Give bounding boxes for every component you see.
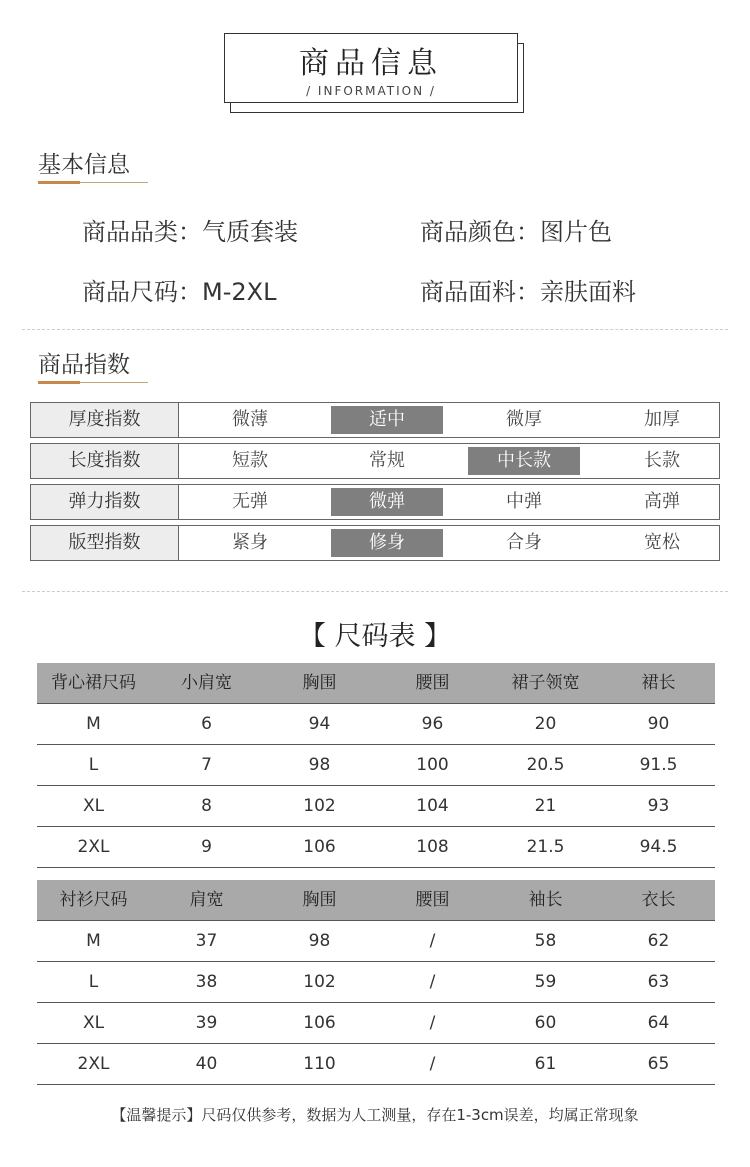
index-row-label: 厚度指数 [31, 403, 179, 437]
table-cell: 100 [416, 755, 449, 775]
table-cell: 63 [647, 972, 670, 992]
index-option: 合身 [506, 532, 542, 553]
index-option: 微薄 [232, 409, 268, 430]
table-cell: 20 [534, 714, 557, 734]
table-cell: 61 [534, 1054, 557, 1074]
index-option: 常规 [369, 450, 405, 471]
table-header-row [37, 663, 715, 704]
table-cell: 96 [421, 714, 444, 734]
table-cell: 39 [195, 1013, 218, 1033]
divider [22, 329, 728, 330]
table-cell: XL [82, 796, 105, 816]
table-row [37, 1044, 715, 1085]
table-cell: / [429, 972, 436, 992]
table-row [37, 827, 715, 868]
table-cell: 9 [201, 837, 212, 857]
basic-info-accent [38, 181, 80, 184]
index-row-label: 弹力指数 [31, 485, 179, 519]
index-option: 无弹 [232, 491, 268, 512]
index-option: 加厚 [644, 409, 680, 430]
table-cell: 40 [195, 1054, 218, 1074]
table-cell: 7 [201, 755, 212, 775]
table-header-cell: 腰围 [415, 673, 450, 693]
header-subtitle: / INFORMATION / [306, 84, 436, 98]
table-row [37, 704, 715, 745]
table-cell: 21 [534, 796, 557, 816]
header-frame [224, 33, 518, 103]
table-cell: 58 [534, 931, 557, 951]
table-header-cell: 裙子领宽 [511, 673, 580, 693]
table-header-cell: 背心裙尺码 [51, 673, 136, 693]
table-cell: 65 [647, 1054, 670, 1074]
table-header-cell: 胸围 [302, 673, 337, 693]
table-cell: 21.5 [526, 837, 565, 857]
table-cell: 102 [303, 972, 336, 992]
index-option-selected: 修身 [331, 529, 443, 557]
table-cell: L [88, 755, 99, 775]
info-fabric: 商品面料：亲肤面料 [420, 278, 636, 306]
table-cell: / [429, 1013, 436, 1033]
table-row [37, 962, 715, 1003]
table-cell: 94.5 [639, 837, 678, 857]
index-option-selected: 适中 [331, 406, 443, 434]
table-cell: 20.5 [526, 755, 565, 775]
index-option: 紧身 [232, 532, 268, 553]
table-cell: 106 [303, 837, 336, 857]
size-tip: 【温馨提示】尺码仅供参考，数据为人工测量，存在1-3cm误差，均属正常现象 [111, 1106, 639, 1124]
table-row [37, 745, 715, 786]
table-cell: 106 [303, 1013, 336, 1033]
table-row [37, 786, 715, 827]
table-cell: 59 [534, 972, 557, 992]
index-option: 短款 [232, 450, 268, 471]
table-cell: 104 [416, 796, 449, 816]
table-header-cell: 腰围 [415, 890, 450, 910]
table-cell: 6 [201, 714, 212, 734]
header-title: 商品信息 [299, 46, 443, 81]
index-row [30, 525, 720, 561]
basic-info-heading: 基本信息 [38, 152, 130, 178]
table-cell: 98 [308, 755, 331, 775]
table-header-cell: 衬衫尺码 [59, 890, 128, 910]
index-accent [38, 381, 80, 384]
table-cell: 60 [534, 1013, 557, 1033]
info-category: 商品品类：气质套装 [82, 218, 298, 246]
table-cell: 38 [195, 972, 218, 992]
table-cell: 98 [308, 931, 331, 951]
index-row [30, 443, 720, 479]
index-option: 宽松 [644, 532, 680, 553]
table-header-cell: 小肩宽 [181, 673, 232, 693]
table-cell: 110 [303, 1054, 336, 1074]
shirt-size-table [37, 880, 715, 1085]
divider [22, 591, 728, 592]
table-cell: 2XL [77, 837, 110, 857]
index-option: 长款 [644, 450, 680, 471]
table-header-cell: 肩宽 [189, 890, 224, 910]
table-cell: M [86, 931, 101, 951]
table-cell: 108 [416, 837, 449, 857]
table-header-cell: 胸围 [302, 890, 337, 910]
index-option: 微厚 [506, 409, 542, 430]
info-size: 商品尺码：M-2XL [82, 278, 277, 306]
table-row [37, 921, 715, 962]
table-cell: 102 [303, 796, 336, 816]
table-cell: 90 [647, 714, 670, 734]
index-row [30, 402, 720, 438]
table-cell: 64 [647, 1013, 670, 1033]
table-header-cell: 衣长 [641, 890, 676, 910]
table-cell: / [429, 1054, 436, 1074]
index-heading: 商品指数 [38, 352, 130, 378]
info-color: 商品颜色：图片色 [420, 218, 612, 246]
index-option: 高弹 [644, 491, 680, 512]
vest-dress-size-table [37, 663, 715, 868]
table-cell: 37 [195, 931, 218, 951]
table-cell: M [86, 714, 101, 734]
table-cell: 2XL [77, 1054, 110, 1074]
table-cell: XL [82, 1013, 105, 1033]
table-cell: 91.5 [639, 755, 678, 775]
index-option: 中弹 [506, 491, 542, 512]
table-cell: / [429, 931, 436, 951]
size-chart-title: 【 尺码表 】 [298, 621, 452, 652]
index-option-selected: 中长款 [468, 447, 580, 475]
index-row [30, 484, 720, 520]
table-cell: 62 [647, 931, 670, 951]
table-header-cell: 袖长 [528, 890, 563, 910]
table-header-cell: 裙长 [641, 673, 676, 693]
table-cell: L [88, 972, 99, 992]
table-cell: 93 [647, 796, 670, 816]
table-cell: 94 [308, 714, 331, 734]
index-row-label: 版型指数 [31, 526, 179, 560]
table-header-row [37, 880, 715, 921]
index-option-selected: 微弹 [331, 488, 443, 516]
table-row [37, 1003, 715, 1044]
index-row-label: 长度指数 [31, 444, 179, 478]
table-cell: 8 [201, 796, 212, 816]
